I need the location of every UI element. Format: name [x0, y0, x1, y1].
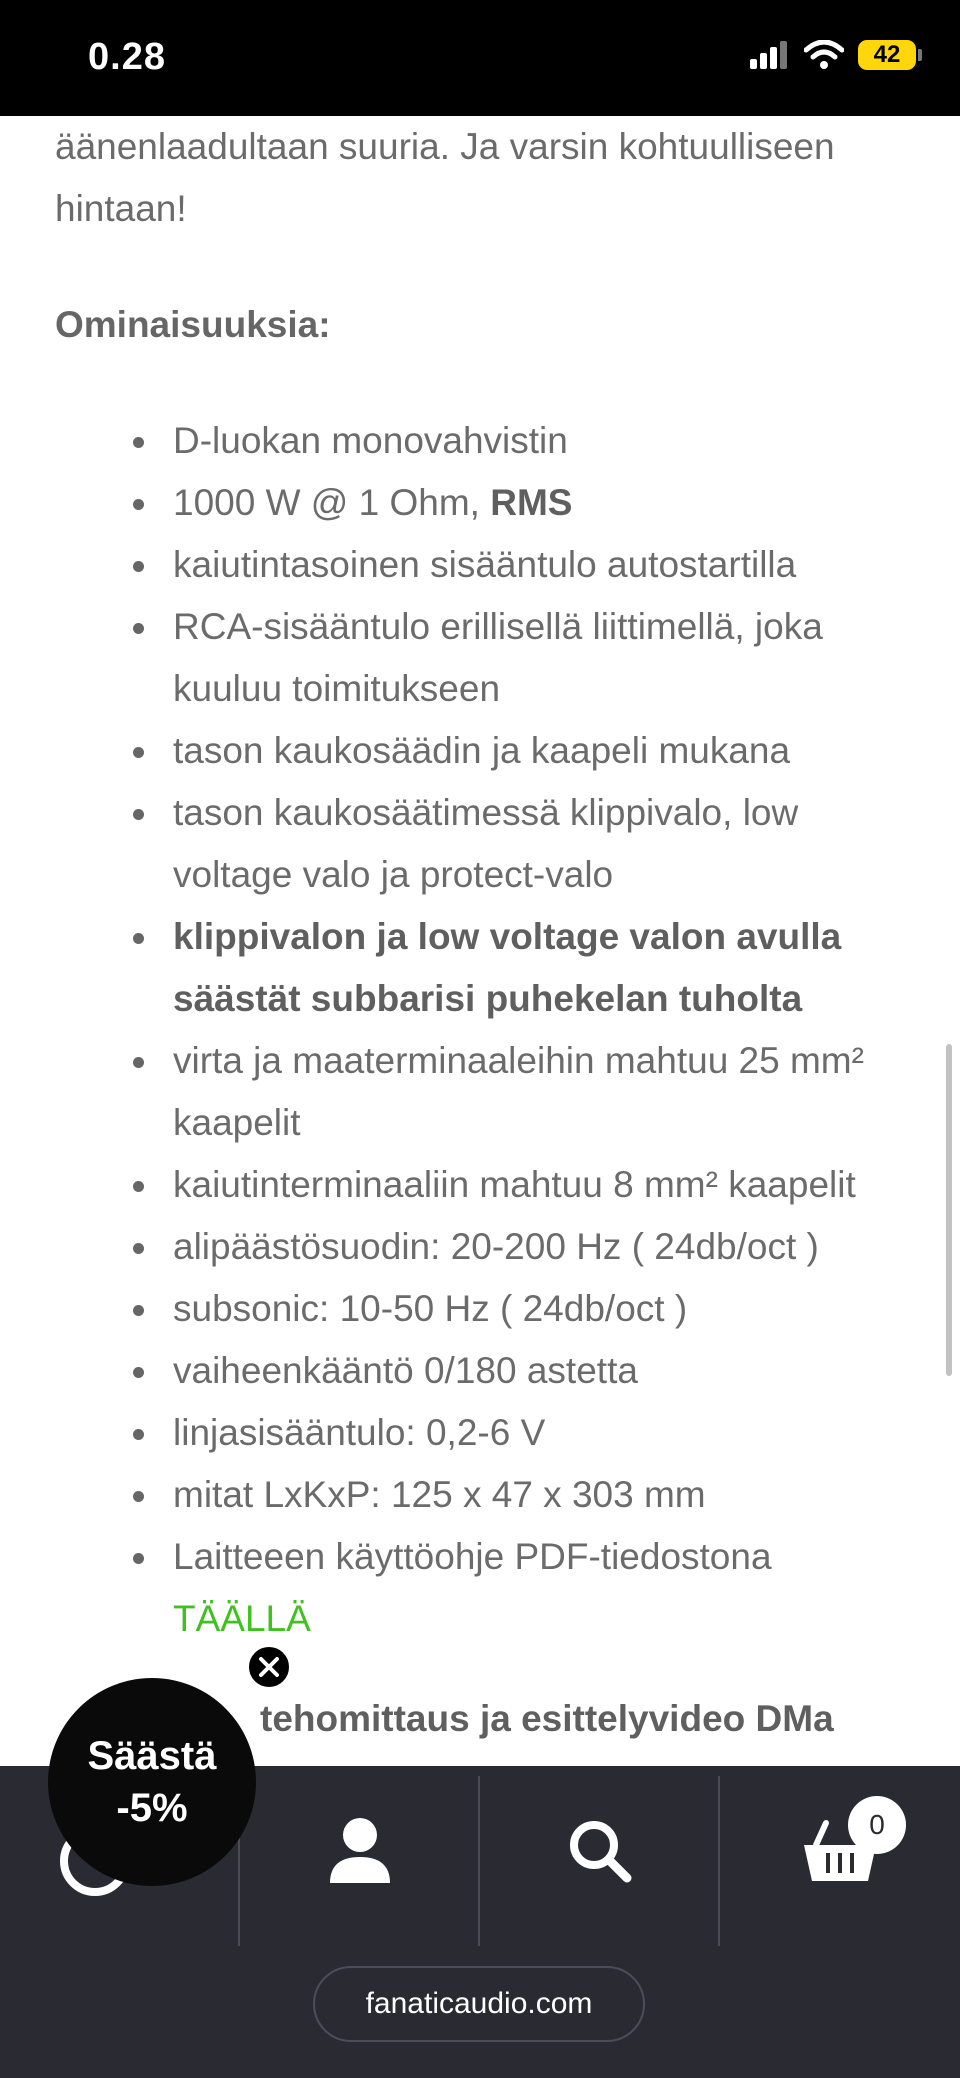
manual-link[interactable]: TÄÄLLÄ — [173, 1598, 311, 1639]
list-item: D-luokan monovahvistin — [55, 410, 895, 472]
list-item: RCA-sisääntulo erillisellä liittimellä, joka kuuluu toimitukseen — [55, 596, 895, 720]
list-item: tason kaukosäätimessä klippivalo, low voltage valo ja protect-valo — [55, 782, 895, 906]
list-item: klippivalon ja low voltage valon avulla säästät subbarisi puhekelan tuholta — [55, 906, 895, 1030]
url-bar[interactable] — [313, 1966, 645, 2042]
list-item: kaiutinterminaaliin mahtuu 8 mm² kaapelit — [55, 1154, 895, 1216]
battery-icon — [858, 40, 916, 70]
battery-level: 42 — [873, 41, 901, 68]
close-discount-button[interactable] — [246, 1644, 292, 1690]
intro-text — [55, 116, 895, 240]
list-item-text: 1000 W @ 1 Ohm, — [173, 482, 491, 523]
signal-icon — [750, 41, 790, 69]
list-item: tason kaukosäädin ja kaapeli mukana — [55, 720, 895, 782]
search-icon — [567, 1818, 633, 1884]
list-item: alipäästösuodin: 20-200 Hz ( 24db/oct ) — [55, 1216, 895, 1278]
status-icons — [750, 40, 916, 70]
discount-line-1: Säästä — [87, 1734, 217, 1778]
nav-cart[interactable] — [720, 1766, 960, 1936]
list-item — [55, 472, 895, 534]
list-item: vaiheenkääntö 0/180 astetta — [55, 1340, 895, 1402]
features-heading: Ominaisuuksia: — [55, 304, 331, 345]
list-item: virta ja maaterminaaleihin mahtuu 25 mm² kaapelit — [55, 1030, 895, 1154]
features-list — [55, 410, 895, 1650]
list-item: subsonic: 10-50 Hz ( 24db/oct ) — [55, 1278, 895, 1340]
scrollbar[interactable] — [946, 1044, 952, 1376]
status-bar — [0, 0, 960, 116]
rms-label: RMS — [490, 482, 573, 523]
section-heading: tehomittaus ja esittelyvideo DMa — [260, 1698, 834, 1739]
article-content — [55, 116, 895, 1650]
list-item — [55, 1526, 895, 1650]
nav-search[interactable] — [480, 1766, 720, 1936]
url-text: fanaticaudio.com — [365, 1987, 593, 2020]
discount-badge[interactable] — [48, 1678, 256, 1886]
discount-line-2: -5% — [116, 1786, 188, 1830]
list-item: mitat LxKxP: 125 x 47 x 303 mm — [55, 1464, 895, 1526]
list-item: linjasisääntulo: 0,2-6 V — [55, 1402, 895, 1464]
status-time: 0.28 — [88, 36, 166, 78]
list-item: kaiutintasoinen sisääntulo autostartilla — [55, 534, 895, 596]
user-icon — [328, 1817, 392, 1885]
intro-line-2: hintaan! — [55, 188, 187, 229]
close-icon — [258, 1656, 280, 1678]
intro-line-1: äänenlaadultaan suuria. Ja varsin kohtuulliseen — [55, 126, 835, 167]
nav-account[interactable] — [240, 1766, 480, 1936]
wifi-icon — [804, 40, 844, 70]
list-item-text: Laitteeen käyttöohje PDF-tiedostona — [173, 1536, 772, 1577]
cart-count-badge: 0 — [848, 1796, 906, 1854]
